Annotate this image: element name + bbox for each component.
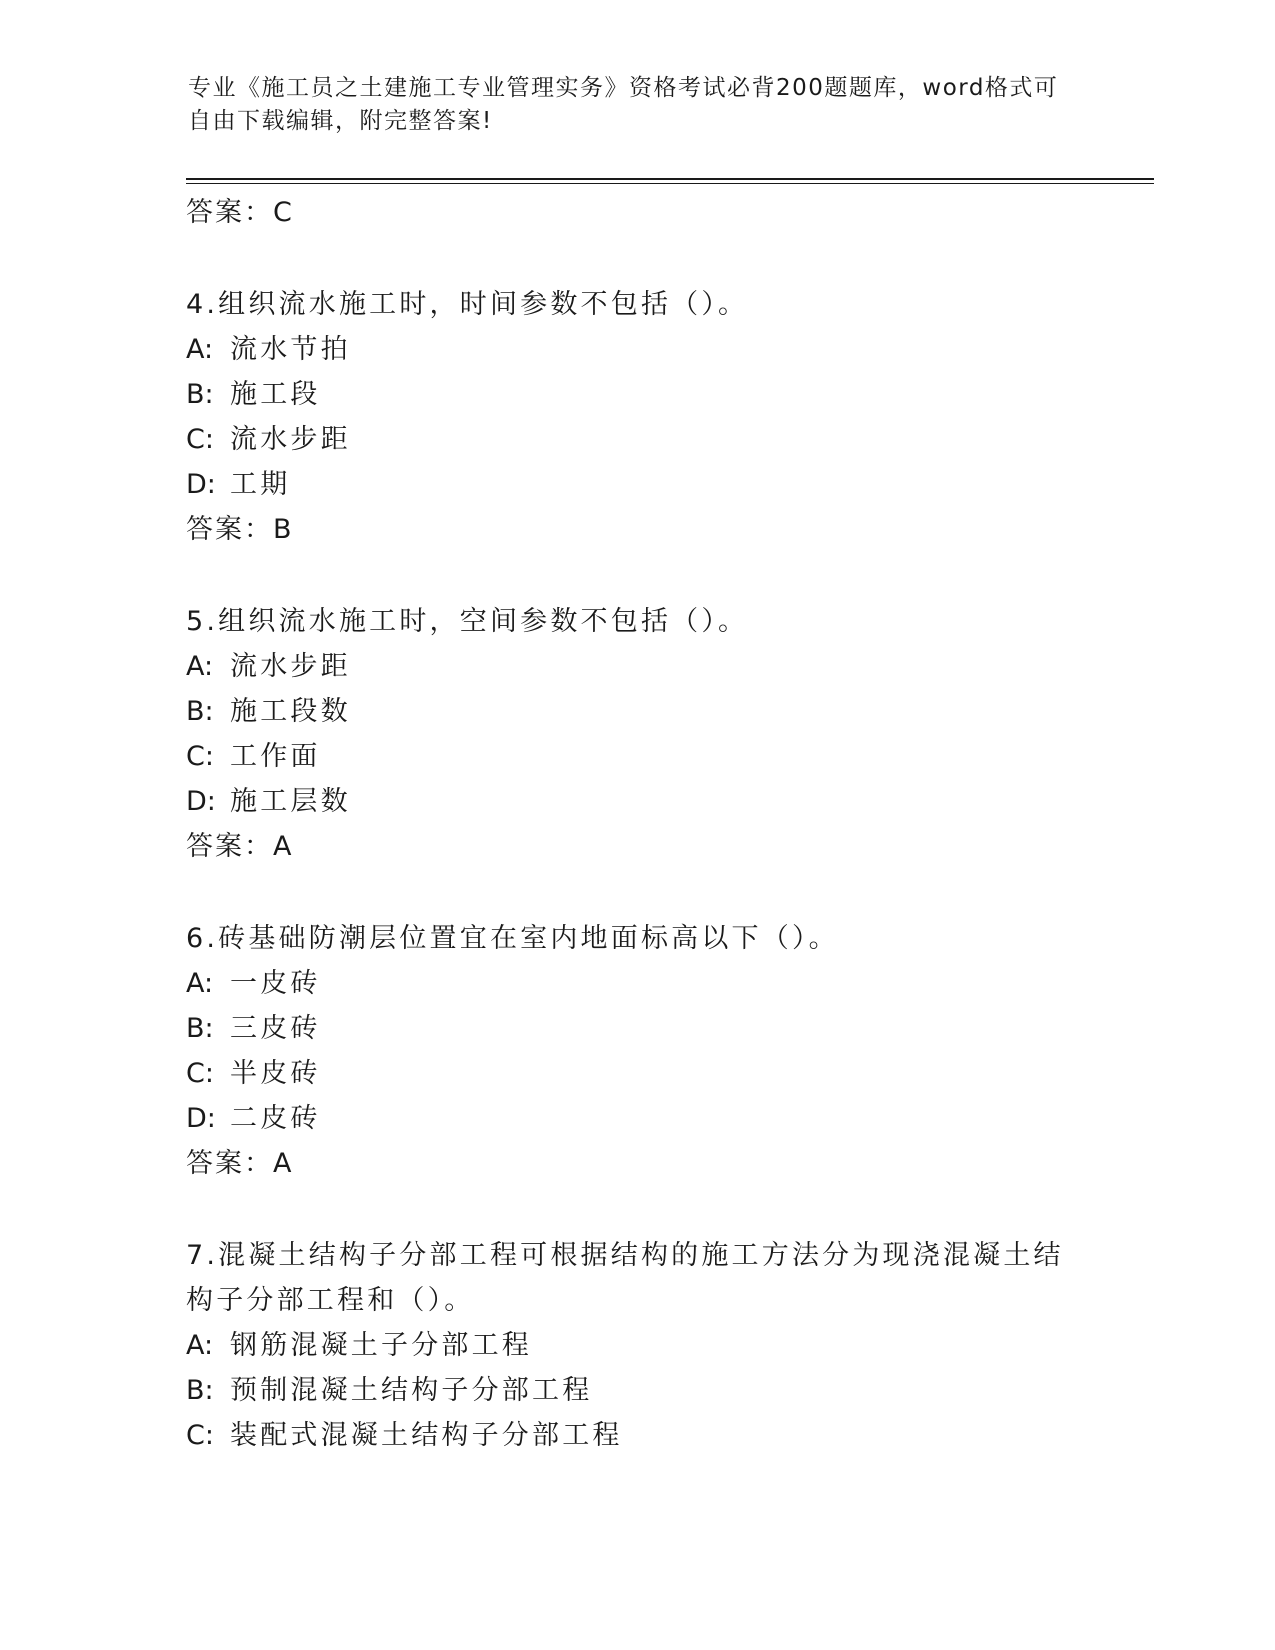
answer-value: B <box>273 514 293 545</box>
option-d: D: 施工层数 <box>186 786 351 817</box>
header-title-line-1: 专业《施工员之土建施工专业管理实务》资格考试必背200题题库，word格式可 <box>188 75 1059 101</box>
header-divider-thick <box>186 178 1154 180</box>
option-a: A: 钢筋混凝土子分部工程 <box>186 1330 532 1361</box>
answer-line: 答案：A <box>186 1148 293 1179</box>
document-header <box>188 72 1088 138</box>
answer-line: 答案：A <box>186 831 293 862</box>
answer-value: A <box>273 1148 293 1179</box>
answer-line <box>186 190 1086 235</box>
answer-value: A <box>273 831 293 862</box>
question-text: 7.混凝土结构子分部工程可根据结构的施工方法分为现浇混凝土结构子分部工程和（）。 <box>186 1240 1064 1316</box>
option-c: C: 流水步距 <box>186 424 351 455</box>
question-text: 6.砖基础防潮层位置宜在室内地面标高以下（）。 <box>186 923 839 954</box>
answer-value: C <box>273 197 293 228</box>
option-b: B: 三皮砖 <box>186 1013 321 1044</box>
option-b: B: 施工段数 <box>186 696 351 727</box>
option-a: A: 一皮砖 <box>186 968 321 999</box>
answer-label: 答案： <box>186 197 273 228</box>
option-b: B: 施工段 <box>186 379 321 410</box>
question-item <box>186 599 1086 869</box>
option-a: A: 流水节拍 <box>186 334 351 365</box>
option-d: D: 工期 <box>186 469 291 500</box>
question-text: 4.组织流水施工时，时间参数不包括（）。 <box>186 289 749 320</box>
question-text: 5.组织流水施工时，空间参数不包括（）。 <box>186 606 749 637</box>
option-c: C: 装配式混凝土结构子分部工程 <box>186 1420 623 1451</box>
question-item <box>186 1233 1086 1458</box>
header-title-line-2: 自由下载编辑，附完整答案! <box>188 108 493 134</box>
option-c: C: 半皮砖 <box>186 1058 321 1089</box>
option-c: C: 工作面 <box>186 741 321 772</box>
answer-line: 答案：B <box>186 514 293 545</box>
option-b: B: 预制混凝土结构子分部工程 <box>186 1375 593 1406</box>
question-item <box>186 282 1086 552</box>
option-a: A: 流水步距 <box>186 651 351 682</box>
question-item <box>186 916 1086 1186</box>
header-divider-thin <box>186 183 1154 184</box>
option-d: D: 二皮砖 <box>186 1103 321 1134</box>
question-list <box>186 190 1086 1458</box>
